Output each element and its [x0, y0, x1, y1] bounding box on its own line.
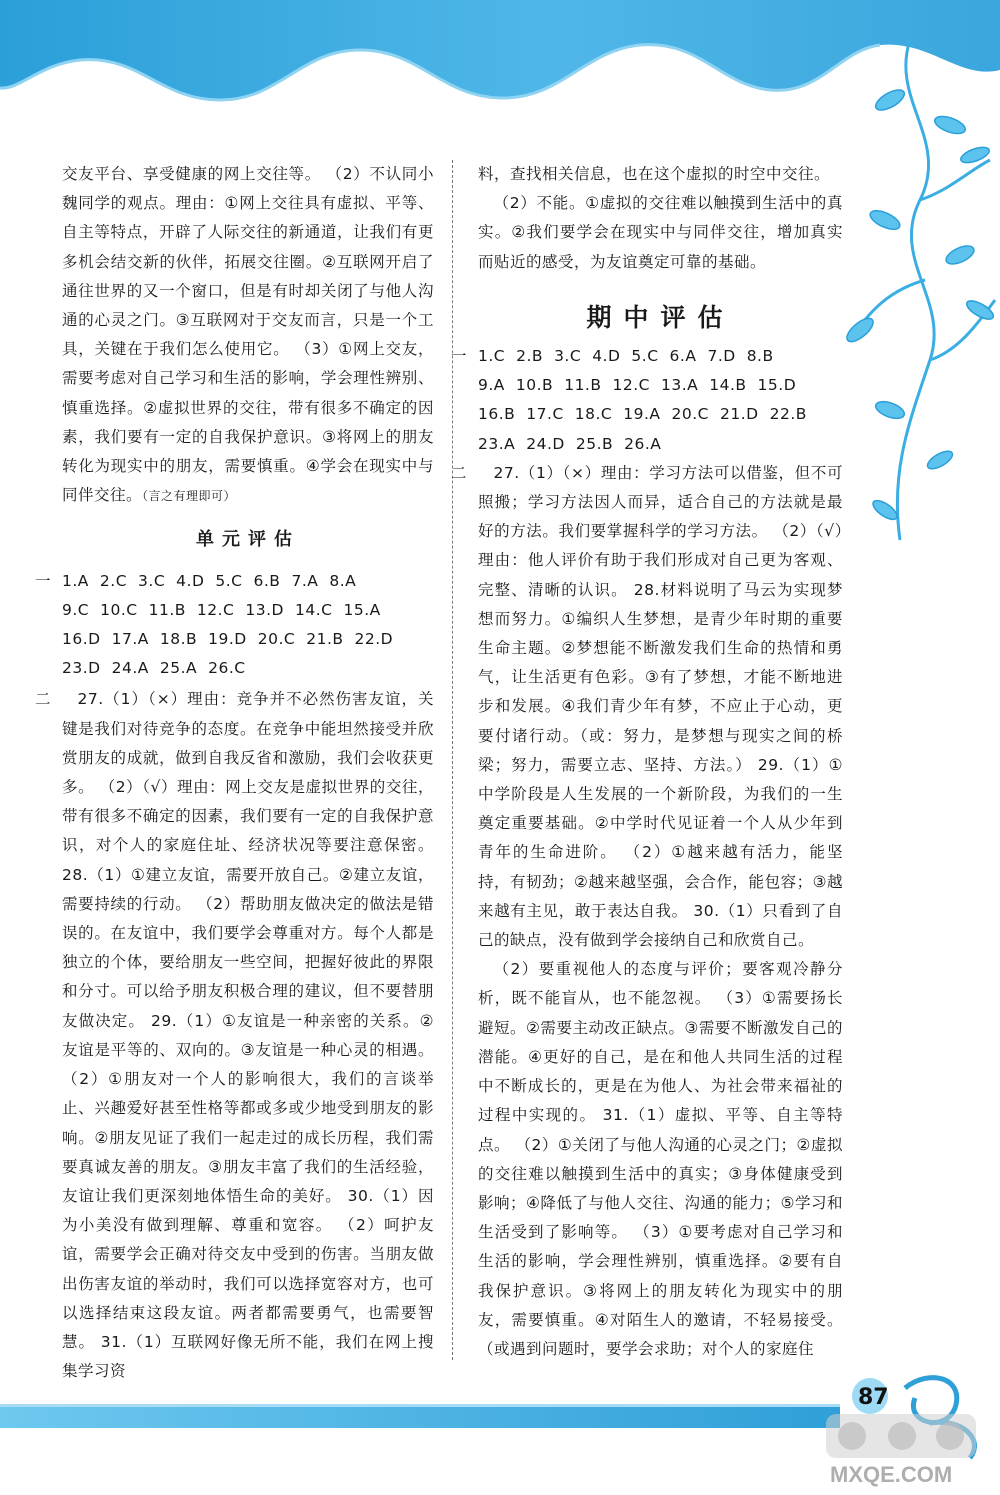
left-part2 — [35, 685, 434, 1386]
mc-answer: 10.C — [100, 600, 138, 619]
mc-answer: 7.A — [291, 571, 319, 590]
mc-answer: 25.A — [159, 659, 198, 678]
mc-row — [478, 430, 843, 459]
right-part2 — [451, 459, 843, 1364]
mc-answer: 21.B — [306, 630, 344, 649]
mc-row — [478, 400, 843, 429]
mc-row — [62, 625, 434, 654]
mc-answer: 1.C — [478, 347, 506, 366]
mc-answer: 5.C — [215, 571, 243, 590]
mc-answer: 20.C — [257, 630, 296, 649]
mc-answer: 23.D — [62, 659, 101, 678]
right-part1 — [451, 342, 843, 459]
mc-answer: 9.C — [62, 600, 90, 619]
unit-assessment-title: 单元评估 — [196, 529, 300, 551]
right-part2-text: 27.（1）（×）理由：学习方法可以借鉴，但不可照搬；学习方法因人而异，适合自己的方法就是最好的方法。我们要掌握科学的学习方法。 （2）（√）理由：他人评价有助于我们形成对自己更为客观、完整、清晰的认识。 28.材料说明了马云为实现梦想而努力。①编织人生梦想，是青少年时期的重要生命主题。②梦想能不断激发我们生命的热情和勇气，让生活更有色彩。③有了梦想，才能不断地进步和发展。④我们青少年有梦，不应止于心动，更要付诸行动。（或：努力，是梦想与现实之间的桥梁；努力，需要立志、坚持、方法。） 29.（1）①中学阶段是人生发展的一个新阶段，为我们的一生奠定重要基础。②中学时代见证着一个人从少年到青年的生命进阶。 （2）①越来越有活力，能坚持，有韧劲；②越来越坚强，会合作，能包容；③越来越有主见，敢于表达自我。 30.（1）只看到了自己的缺点，没有做到学会接纳自己和欣赏自己。 — [478, 463, 843, 950]
mc-answer: 24.A — [111, 659, 149, 678]
mc-answer: 17.C — [526, 405, 564, 424]
mc-answer: 10.B — [515, 376, 554, 395]
mc-answer: 6.B — [253, 571, 281, 590]
mc-answer: 16.D — [62, 630, 101, 649]
mc-answer: 14.C — [294, 600, 333, 619]
left-intro-note: （言之有理即可） — [142, 489, 237, 504]
vine-decoration — [830, 40, 1000, 560]
mc-answer: 15.D — [757, 376, 797, 395]
mc-answer: 11.B — [148, 600, 186, 619]
left-part1 — [35, 567, 434, 684]
mc-answer: 19.A — [623, 405, 661, 424]
left-part1-marker: 一 — [35, 571, 52, 590]
mc-answer: 8.B — [746, 347, 774, 366]
mc-answer: 3.C — [138, 571, 166, 590]
left-part2-text: 27.（1）（×）理由：竞争并不必然伤害友谊，关键是我们对待竞争的态度。在竞争中能坦然接受并欣赏朋友的成就，做到自我反省和激励，我们会收获更多。 （2）（√）理由：网上交友是虚拟世界的交往，带有很多不确定的因素，我们要有一定的自我保护意识，对个人的家庭住址、经济状况等要注意保密。 28.（1）①建立友谊，需要开放自己。②建立友谊，需要持续的行动。 （2）帮助朋友做决定的做法是错误的。在友谊中，我们要学会尊重对方。每个人都是独立的个体，要给朋友一些空间，把握好彼此的界限和分寸。可以给予朋友积极合理的建议，但不要替朋友做决定。 29.（1）①友谊是一种亲密的关系。②友谊是平等的、双向的。③友谊是一种心灵的相遇。 （2）①朋友对一个人的影响很大，我们的言谈举止、兴趣爱好甚至性格等都或多或少地受到朋友的影响。②朋友见证了我们一起走过的成长历程，我们需要真诚友善的朋友。③朋友丰富了我们的生活经验，友谊让我们更深刻地体悟生命的美好。 30.（1）因为小美没有做到理解、尊重和宽容。 （2）呵护友谊，需要学会正确对待交友中受到的伤害。当朋友做出伤害友谊的举动时，我们可以选择宽容对方，也可以选择结束这段友谊。两者都需要勇气，也需要智慧。 31.（1）互联网好像无所不能，我们在网上搜集学习资 — [62, 690, 434, 1381]
mc-answer: 6.A — [669, 347, 697, 366]
page-number: 87 — [858, 1385, 889, 1410]
mc-answer: 26.C — [208, 659, 246, 678]
mc-answer: 12.C — [612, 376, 650, 395]
mc-answer: 9.A — [478, 376, 505, 395]
right-part2-text-2: （2）要重视他人的态度与评价；要客观冷静分析，既不能盲从，也不能忽视。 （3）①需要扬长避短。②需要主动改正缺点。③需要不断激发自己的潜能。④更好的自己，是在和他人共同生活的过程中不断成长的，更是在为他人、为社会带来福祉的过程中实现的。 31.（1）虚拟、平等、自主等特点。 （2）①关闭了与他人沟通的心灵之门；②虚拟的交往难以触摸到生活中的真实；③身体健康受到影响；④降低了与他人交往、沟通的能力；⑤学习和生活受到了影响等。 （3）①要考虑对自己学习和生活的影响，学会理性辨别，慎重选择。②要有自我保护意识。③将网上的朋友转化为现实中的朋友，需要慎重。④对陌生人的邀请，不轻易接受。（或遇到问题时，要学会求助；对个人的家庭住 — [478, 960, 843, 1358]
right-intro-2: （2）不能。①虚拟的交往难以触摸到生活中的真实。②我们要学会在现实中与同伴交往，增加真实而贴近的感受，为友谊奠定可靠的基础。 — [478, 194, 843, 271]
mc-row — [62, 654, 434, 683]
right-column — [451, 160, 843, 1364]
mc-row — [478, 342, 843, 371]
mc-answer: 22.B — [769, 405, 807, 424]
mc-answer: 17.A — [111, 630, 149, 649]
mc-answer: 20.C — [671, 405, 710, 424]
mc-answer: 1.A — [62, 571, 89, 590]
mc-row — [478, 371, 843, 400]
mc-answer: 25.B — [575, 434, 614, 453]
mc-answer: 8.A — [329, 571, 357, 590]
mc-row — [62, 567, 434, 596]
left-intro-text: 交友平台、享受健康的网上交往等。 （2）不认同小魏同学的观点。理由：①网上交往具有虚拟、平等、自主等特点，开辟了人际交往的新通道，让我们有更多机会结交新的伙伴，拓展交往圈。②互联网开启了通往世界的又一个窗口，但是有时却关闭了与他人沟通的心灵之门。③互联网对于交友而言，只是一个工具，关键在于我们怎么使用它。 （3）①网上交友，需要考虑对自己学习和生活的影响，学会理性辨别、慎重选择。②虚拟世界的交往，带有很多不确定的因素，我们要有一定的自我保护意识。③将网上的朋友转化为现实中的朋友，需要慎重。④学会在现实中与同伴交往。 — [62, 165, 434, 505]
mc-answer: 14.B — [709, 376, 747, 395]
right-part1-marker: 一 — [451, 347, 468, 366]
mc-answer: 2.B — [516, 347, 544, 366]
mc-row — [62, 596, 434, 625]
mc-answer: 22.D — [354, 630, 394, 649]
mc-answer: 18.B — [159, 630, 198, 649]
left-column — [35, 160, 434, 1386]
mc-answer: 4.D — [176, 571, 205, 590]
mc-answer: 4.D — [592, 347, 621, 366]
mc-answer: 11.B — [564, 376, 602, 395]
mc-answer: 13.D — [245, 600, 284, 619]
midterm-assessment-title: 期中评估 — [586, 302, 735, 332]
left-part2-marker: 二 — [35, 690, 52, 709]
mc-answer: 13.A — [660, 376, 699, 395]
mc-answer: 19.D — [208, 630, 247, 649]
mc-answer: 15.A — [343, 600, 381, 619]
mc-answer: 23.A — [478, 434, 516, 453]
right-intro-1: 料，查找相关信息，也在这个虚拟的时空中交往。 — [478, 165, 831, 183]
mc-answer: 21.D — [720, 405, 759, 424]
watermark-logo — [822, 1410, 992, 1490]
right-part2-marker: 二 — [451, 463, 468, 482]
mc-answer: 16.B — [478, 405, 516, 424]
left-intro-paragraph — [62, 160, 434, 511]
mc-answer: 18.C — [574, 405, 613, 424]
watermark-text: MXQE.COM — [830, 1462, 953, 1487]
mc-answer: 24.D — [526, 434, 565, 453]
mc-answer: 12.C — [196, 600, 235, 619]
mc-answer: 5.C — [631, 347, 659, 366]
mc-answer: 7.D — [707, 347, 736, 366]
mc-answer: 26.A — [624, 434, 662, 453]
mc-answer: 3.C — [554, 347, 582, 366]
column-divider — [452, 160, 453, 1360]
mc-answer: 2.C — [99, 571, 128, 590]
